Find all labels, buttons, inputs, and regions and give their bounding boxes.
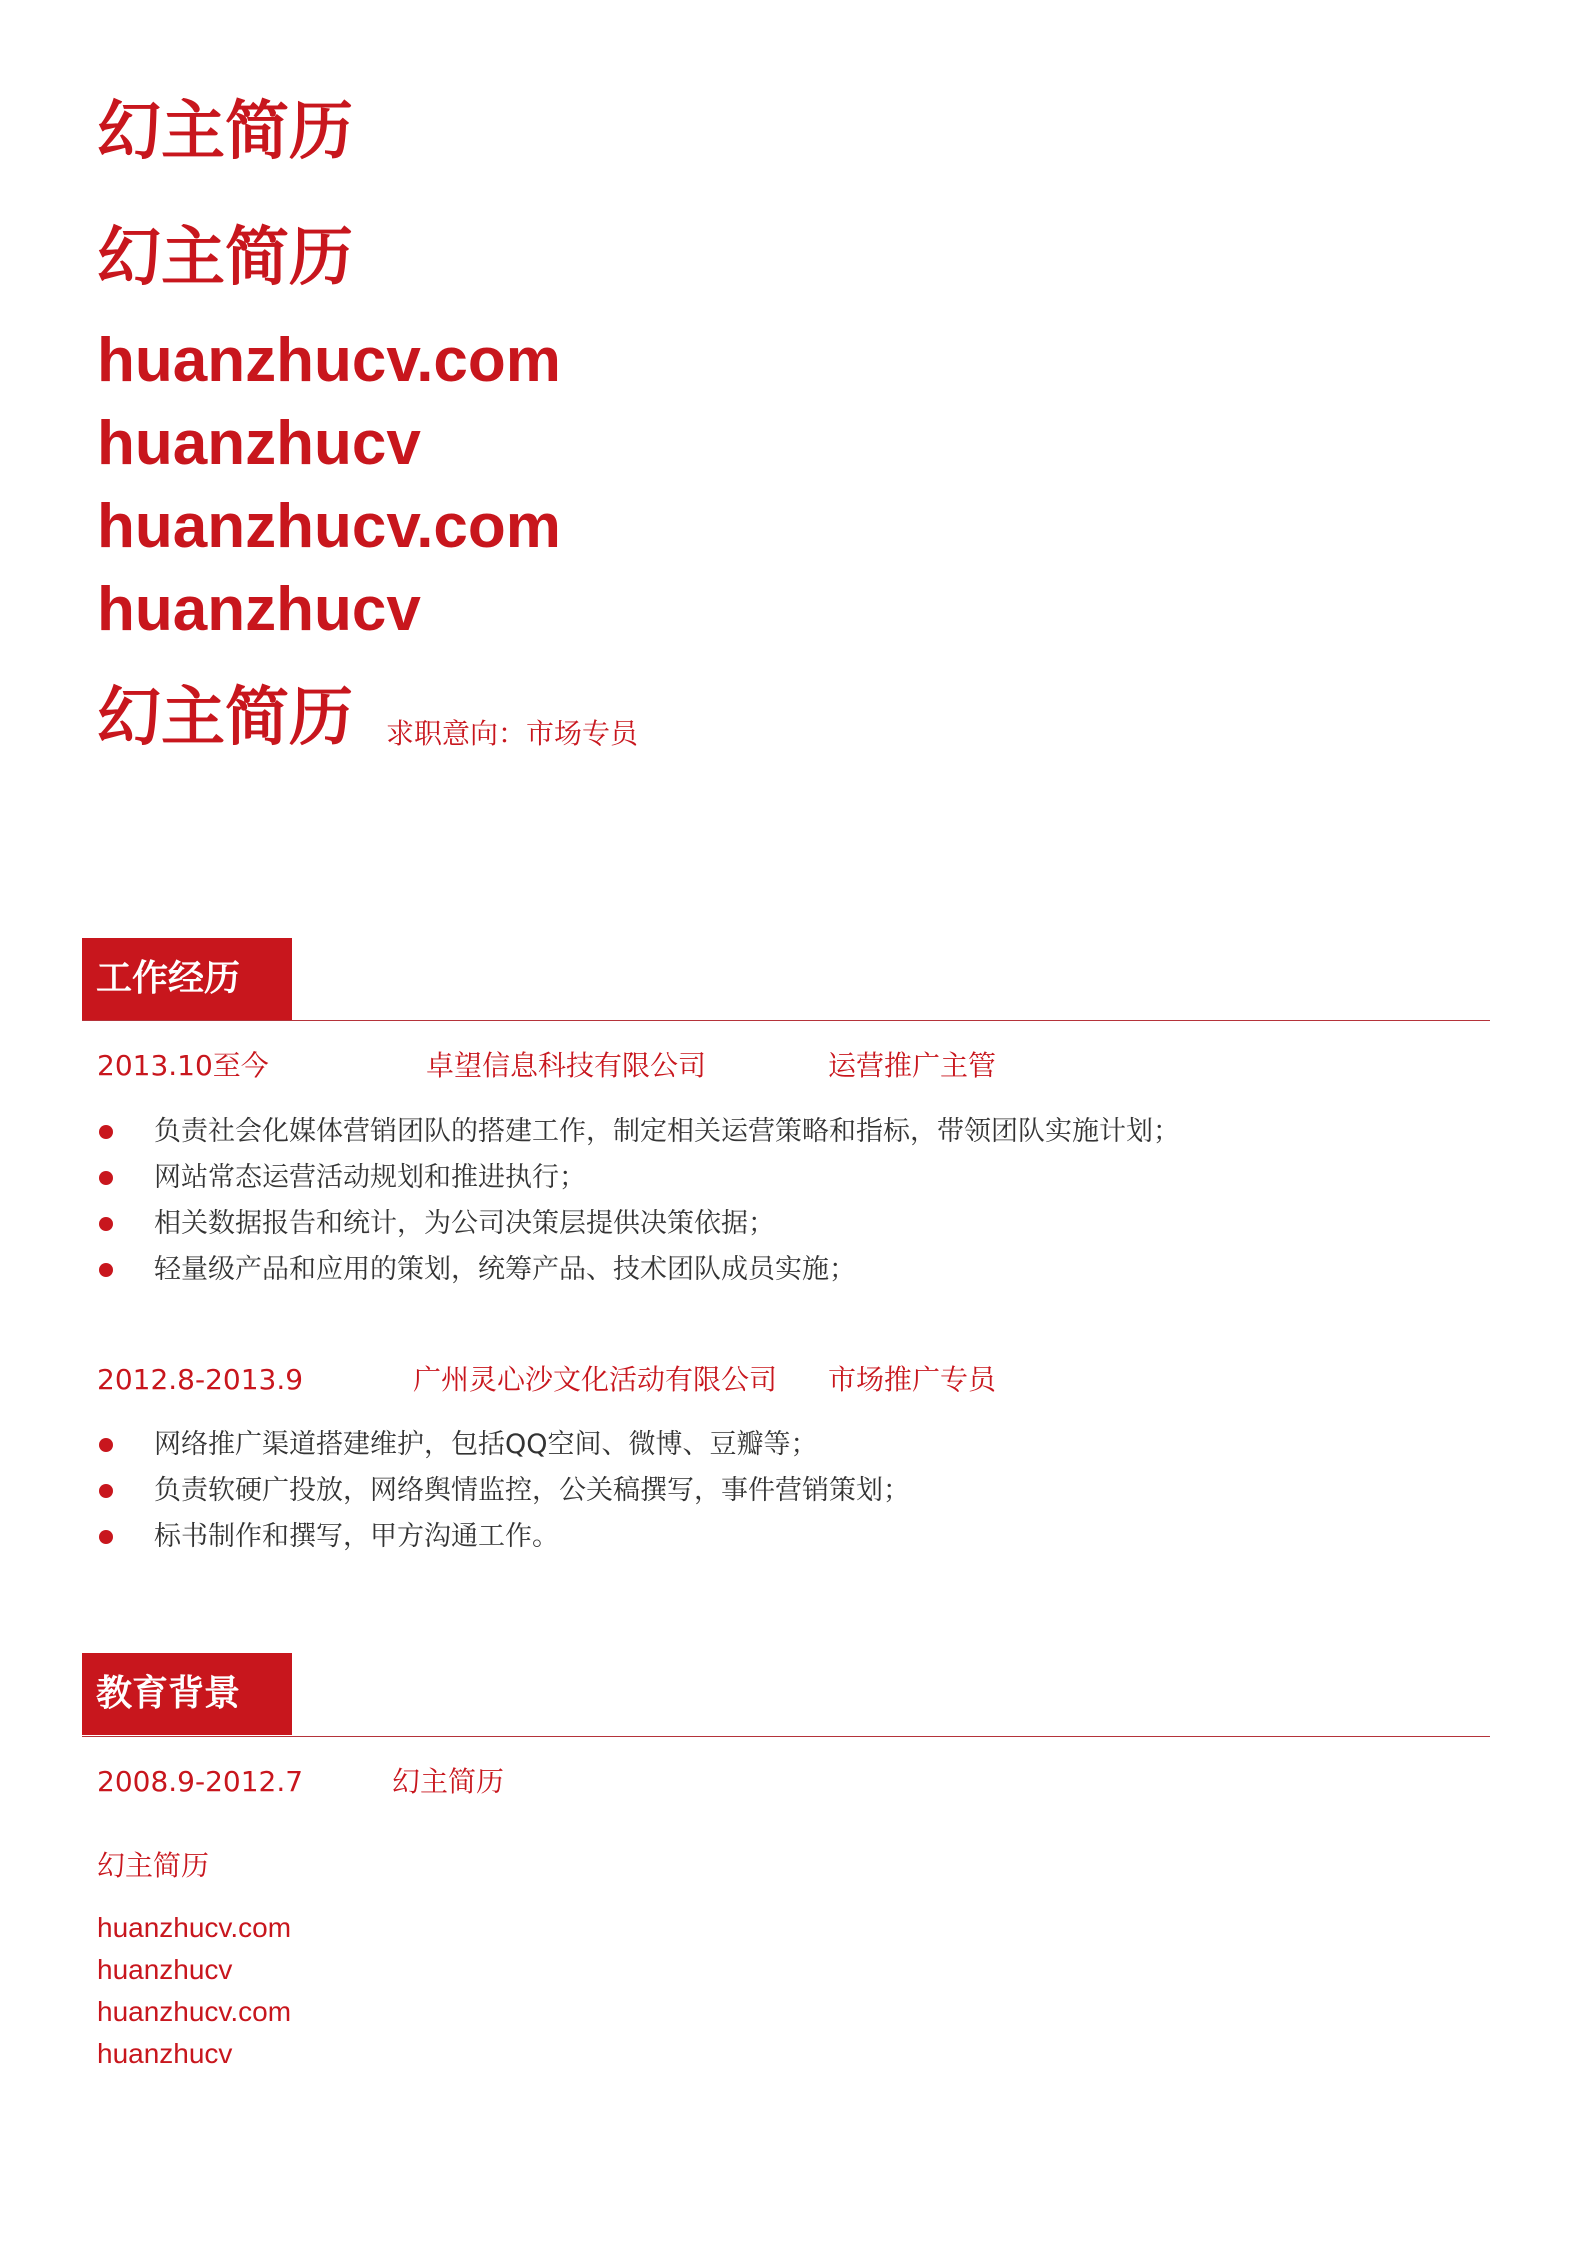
education-link-3[interactable]: huanzhucv.com [97,1996,292,2027]
header-link-2[interactable]: huanzhucv [97,409,421,478]
list-item [97,1201,1180,1247]
duty-text: 网站常态运营活动规划和推进执行； [154,1162,586,1193]
list-item [97,1247,1180,1293]
header-link-1[interactable]: huanzhucv.com [97,326,561,395]
duty-text: 负责软硬广投放，网络舆情监控，公关稿撰写，事件营销策划； [154,1475,910,1506]
duty-text: 标书制作和撰写，甲方沟通工作。 [154,1521,559,1552]
bullet-dot-icon [99,1263,113,1277]
section-divider-work [82,1020,1490,1021]
duty-text: 相关数据报告和统计，为公司决策层提供决策依据； [154,1208,775,1239]
job-company: 卓望信息科技有限公司 [426,1049,707,1082]
duty-text: 负责社会化媒体营销团队的搭建工作，制定相关运营策略和指标，带领团队实施计划； [154,1116,1180,1147]
duty-text: 轻量级产品和应用的策划，统筹产品、技术团队成员实施； [154,1254,856,1285]
education-school: 幻主简历 [392,1765,505,1798]
education-link-4[interactable]: huanzhucv [97,2038,233,2069]
job-duties-list [97,1422,910,1560]
duty-text: 网络推广渠道搭建维护，包括QQ空间、微博、豆瓣等； [154,1429,818,1460]
education-period: 2008.9-2012.7 [97,1765,304,1798]
candidate-name: 幻主简历 [97,681,353,755]
education-note: 幻主简历 [97,1849,210,1882]
job-period: 2013.10至今 [97,1049,269,1082]
job-role: 市场推广专员 [828,1363,997,1396]
job-role: 运营推广主管 [828,1049,997,1082]
section-header-education: 教育背景 [82,1653,292,1735]
bullet-dot-icon [99,1438,113,1452]
header-link-3[interactable]: huanzhucv.com [97,492,561,561]
job-intent: 求职意向：市场专员 [386,717,639,750]
list-item [97,1514,910,1560]
list-item [97,1155,1180,1201]
header-title-1: 幻主简历 [97,95,353,169]
bullet-dot-icon [99,1217,113,1231]
section-divider-education [82,1736,1490,1737]
job-company: 广州灵心沙文化活动有限公司 [413,1363,778,1396]
list-item [97,1109,1180,1155]
bullet-dot-icon [99,1171,113,1185]
job-duties-list [97,1109,1180,1293]
education-link-2[interactable]: huanzhucv [97,1954,233,1985]
header-link-4[interactable]: huanzhucv [97,575,421,644]
section-header-work: 工作经历 [82,938,292,1020]
education-link-1[interactable]: huanzhucv.com [97,1912,292,1943]
bullet-dot-icon [99,1530,113,1544]
bullet-dot-icon [99,1125,113,1139]
header-title-2: 幻主简历 [97,221,353,295]
job-period: 2012.8-2013.9 [97,1363,304,1396]
list-item [97,1422,910,1468]
bullet-dot-icon [99,1484,113,1498]
list-item [97,1468,910,1514]
